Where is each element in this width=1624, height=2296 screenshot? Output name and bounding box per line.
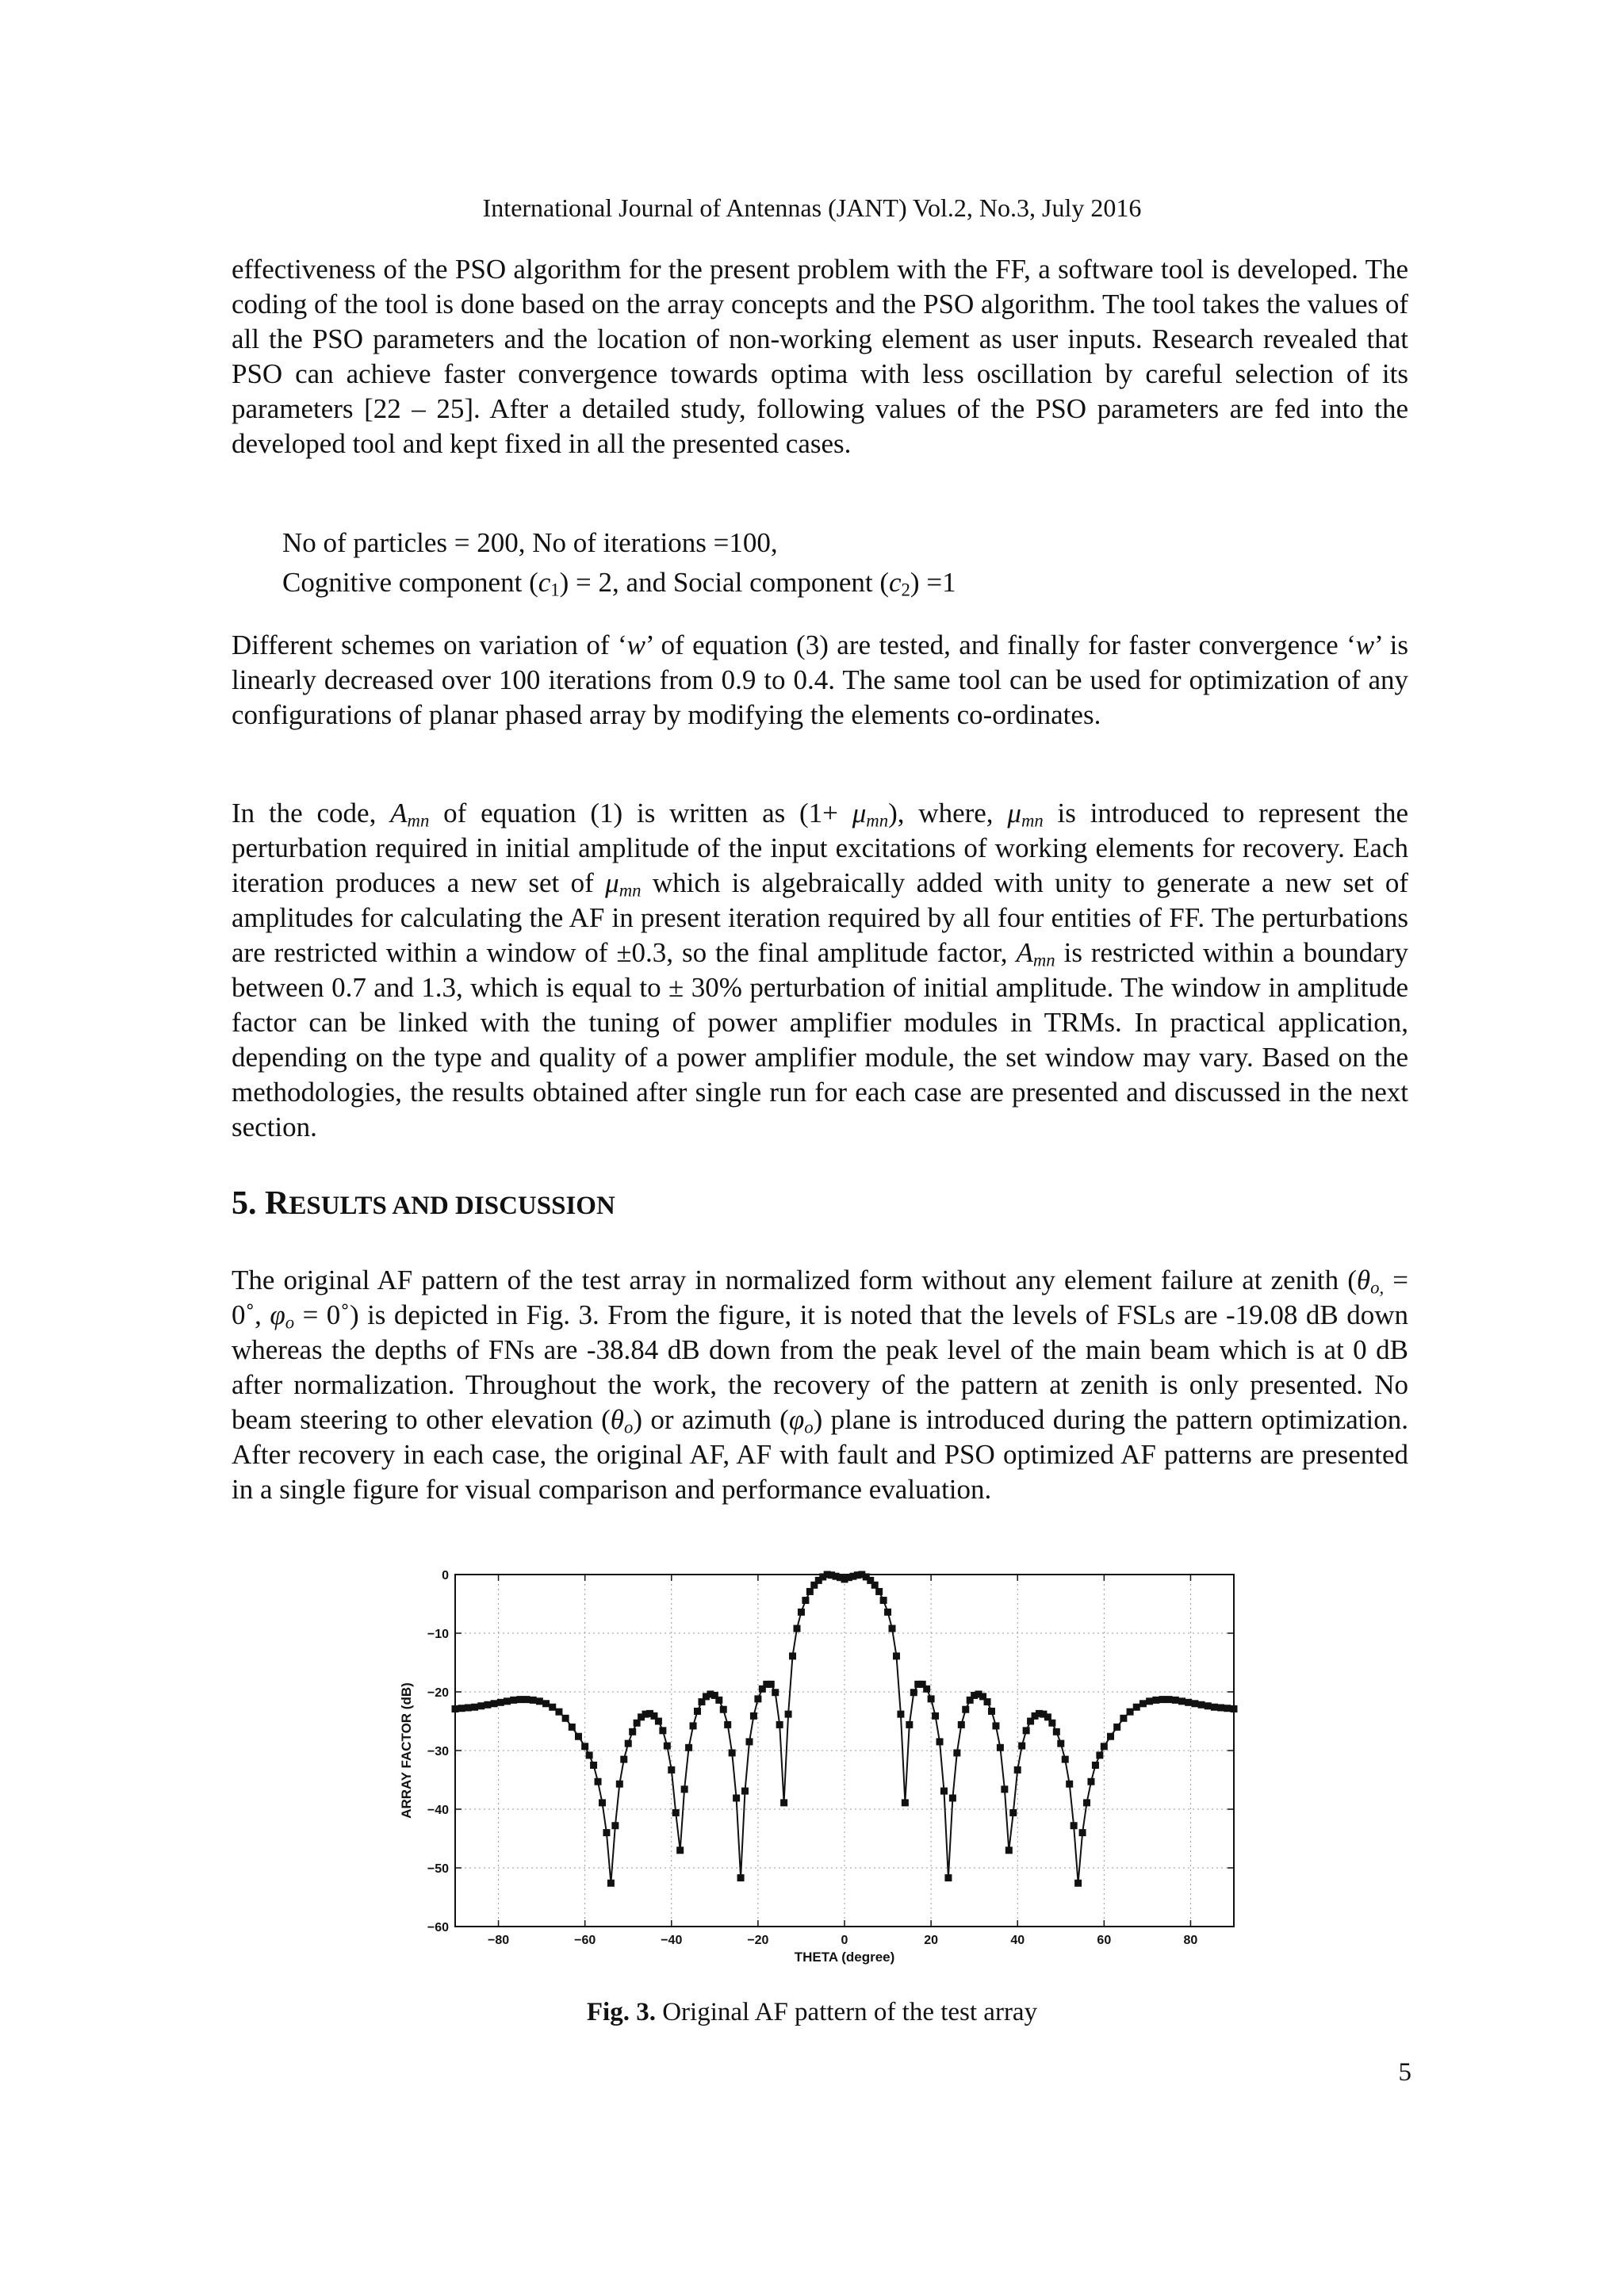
data-point-marker xyxy=(1166,1696,1173,1703)
data-point-marker xyxy=(616,1781,623,1788)
data-point-marker xyxy=(549,1704,556,1711)
data-point-marker xyxy=(768,1681,775,1688)
section-heading: 5. RESULTS AND DISCUSSION xyxy=(232,1185,615,1222)
data-point-marker xyxy=(750,1712,757,1720)
data-point-marker xyxy=(1053,1728,1060,1735)
data-point-marker xyxy=(516,1696,523,1703)
data-point-marker xyxy=(555,1709,562,1716)
data-point-marker xyxy=(1191,1700,1198,1707)
data-point-marker xyxy=(923,1686,930,1693)
data-point-marker xyxy=(581,1743,588,1750)
data-point-marker xyxy=(871,1582,879,1589)
x-tick-label: 60 xyxy=(1097,1934,1112,1947)
data-point-marker xyxy=(910,1689,917,1696)
data-point-marker xyxy=(629,1728,636,1735)
y-axis-label: ARRAY FACTOR (dB) xyxy=(399,1682,414,1819)
data-point-marker xyxy=(772,1689,779,1696)
y-tick-label: 0 xyxy=(442,1569,449,1582)
data-point-marker xyxy=(655,1718,662,1725)
data-point-marker xyxy=(741,1788,749,1795)
paragraph-results: The original AF pattern of the test array in normalized form without any element failure at zenith ($\theta_{o,}$ = 0˚, $\varphi_o$ = 0˚) is depicted in Fig. 3. From the figure, it is noted that the levels of FSLs are -19.08 dB down whereas the depths of FNs are -38.84 dB down from the peak level of the main beam which is at 0 dB after normalization. Throughout the work, the recovery of the pattern at zenith is only presented. No beam steering to other elevation $(\theta_o)$ or azimuth $(\varphi_o)$ plane is introduced during the pattern optimization. After recovery in each case, the original AF, AF with fault and PSO optimized AF patterns are presented in a single figure for visual comparison and performance evaluation. xyxy=(232,1265,1408,1505)
data-point-marker xyxy=(1079,1829,1086,1836)
figure-caption: Fig. 3. Original AF pattern of the test array xyxy=(586,1998,1038,2026)
y-tick-label: −30 xyxy=(427,1745,449,1758)
data-point-marker xyxy=(575,1733,582,1740)
y-tick-label: −40 xyxy=(427,1804,449,1817)
data-point-marker xyxy=(806,1588,814,1595)
paragraph-amplitude-perturbation: In the code, $A_{mn}$ of equation (1) is written as $(1+ \mu_{mn})$, where, $\mu_{mn}$ is introduced to represent the perturbation required in initial amplitude of the input excitations of working elements for recovery. Each iteration produces a new set of $\mu_{mn}$ which is algebraically added with unity to generate a new set of amplitudes for calculating the AF in present iteration required by all four entities of FF. The perturbations are restricted within a window of ±0.3, so the final amplitude factor, $A_{mn}$ is restricted within a boundary between 0.7 and 1.3, which is equal to ± 30% perturbation of initial amplitude. The window in amplitude factor can be linked with the tuning of power amplifier modules in TRMs. In practical application, depending on the type and quality of a power amplifier module, the set window may vary. Based on the methodologies, the results obtained after single run for each case are presented and discussed in the next section. xyxy=(232,798,1408,1142)
data-point-marker xyxy=(902,1799,909,1806)
data-point-marker xyxy=(802,1597,809,1604)
y-tick-label: −50 xyxy=(427,1862,449,1876)
data-point-marker xyxy=(611,1822,619,1829)
data-point-marker xyxy=(504,1697,511,1705)
data-point-marker xyxy=(1113,1724,1120,1731)
data-point-marker xyxy=(880,1597,887,1604)
data-point-marker xyxy=(530,1697,537,1704)
chart-ticks xyxy=(427,1569,1234,1947)
data-point-marker xyxy=(510,1697,517,1704)
data-point-marker xyxy=(733,1794,740,1801)
data-point-marker xyxy=(1185,1699,1192,1706)
data-point-marker xyxy=(681,1785,688,1793)
x-axis-label: THETA (degree) xyxy=(794,1950,895,1965)
data-point-marker xyxy=(1178,1697,1185,1705)
data-point-marker xyxy=(659,1727,666,1734)
y-tick-label: −10 xyxy=(427,1628,449,1641)
journal-header: International Journal of Antennas (JANT) Vol.2, No.3, July 2016 xyxy=(482,193,1142,222)
data-point-marker xyxy=(936,1738,944,1745)
data-point-marker xyxy=(1133,1704,1140,1711)
data-point-marker xyxy=(690,1722,697,1729)
data-point-marker xyxy=(992,1722,999,1729)
data-point-marker xyxy=(988,1708,995,1715)
data-point-marker xyxy=(984,1698,991,1705)
data-point-marker xyxy=(1018,1743,1025,1750)
data-point-marker xyxy=(1005,1846,1013,1854)
data-point-marker xyxy=(1107,1733,1114,1740)
data-point-marker xyxy=(590,1762,597,1769)
data-point-marker xyxy=(754,1695,761,1702)
data-point-marker xyxy=(875,1588,883,1595)
data-point-marker xyxy=(1092,1762,1099,1769)
x-tick-label: 80 xyxy=(1183,1934,1198,1947)
data-point-marker xyxy=(1146,1697,1153,1705)
data-point-marker xyxy=(1198,1701,1205,1709)
data-point-marker xyxy=(1172,1697,1179,1704)
data-point-marker xyxy=(1071,1822,1078,1829)
data-point-marker xyxy=(599,1799,606,1806)
data-point-marker xyxy=(944,1874,952,1881)
data-point-marker xyxy=(780,1799,787,1806)
data-point-marker xyxy=(569,1724,576,1731)
data-point-marker xyxy=(1205,1702,1212,1709)
data-point-marker xyxy=(586,1751,593,1758)
data-point-marker xyxy=(776,1721,783,1728)
chart-grid xyxy=(455,1575,1234,1927)
data-point-marker xyxy=(1217,1704,1224,1711)
data-point-marker xyxy=(785,1711,792,1718)
data-point-marker xyxy=(497,1699,504,1706)
data-point-marker xyxy=(724,1721,731,1728)
data-point-marker xyxy=(1001,1785,1008,1793)
x-tick-label: −20 xyxy=(747,1934,769,1947)
data-point-marker xyxy=(1048,1720,1055,1727)
data-point-marker xyxy=(1101,1743,1108,1750)
data-point-marker xyxy=(1074,1880,1082,1887)
data-point-marker xyxy=(793,1625,800,1632)
data-point-marker xyxy=(523,1696,530,1703)
data-point-marker xyxy=(729,1749,736,1756)
data-point-marker xyxy=(672,1809,680,1816)
data-point-marker xyxy=(949,1794,956,1801)
params-line-2: Cognitive component $(c_1) = 2$, and Social component $(c_2) =1$ xyxy=(282,567,956,600)
data-point-marker xyxy=(928,1695,935,1702)
data-point-marker xyxy=(1096,1751,1103,1758)
data-point-marker xyxy=(1057,1740,1064,1747)
data-point-marker xyxy=(477,1702,485,1709)
data-point-marker xyxy=(536,1697,543,1705)
data-point-marker xyxy=(1224,1705,1231,1712)
data-point-marker xyxy=(458,1705,465,1712)
data-point-marker xyxy=(962,1706,969,1713)
data-point-marker xyxy=(884,1609,891,1616)
x-tick-label: −60 xyxy=(574,1934,596,1947)
data-point-marker xyxy=(906,1721,913,1728)
page-number: 5 xyxy=(1398,2058,1411,2087)
y-tick-label: −60 xyxy=(427,1921,449,1934)
paragraph-pso-tool: effectiveness of the PSO algorithm for the present problem with the FF, a software tool is developed. The coding of the tool is done based on the array concepts and the PSO algorithm. The tool takes the values of all the PSO parameters and the location of non-working element as user inputs. Research revealed that PSO can achieve faster convergence towards optima with less oscillation by careful selection of its parameters [22 – 25]. After a detailed study, following values of the PSO parameters are fed into the developed tool and kept fixed in all the presented cases. xyxy=(232,254,1408,459)
paragraph-inertia-weight: Different schemes on variation of ‘w’ of equation (3) are tested, and finally for faster convergence ‘w’ is linearly decreased over 100 iterations from 0.9 to 0.4. The same tool can be used for optimization of any configurations of planar phased array by modifying the elements co-ordinates. xyxy=(232,629,1409,730)
data-point-marker xyxy=(471,1704,478,1711)
data-point-marker xyxy=(1087,1778,1094,1785)
data-point-marker xyxy=(1211,1704,1218,1711)
data-point-marker xyxy=(997,1744,1004,1751)
data-point-marker xyxy=(542,1700,550,1707)
data-point-marker xyxy=(1014,1766,1021,1774)
data-point-marker xyxy=(625,1740,632,1747)
data-point-marker xyxy=(953,1749,960,1756)
pso-parameters xyxy=(282,523,956,603)
data-point-marker xyxy=(789,1652,796,1659)
data-point-marker xyxy=(668,1766,675,1774)
data-point-marker xyxy=(958,1721,965,1728)
data-point-marker xyxy=(1152,1697,1159,1704)
data-point-marker xyxy=(465,1704,472,1711)
x-tick-label: 0 xyxy=(841,1934,848,1947)
data-point-marker xyxy=(1062,1756,1069,1763)
data-point-marker xyxy=(620,1756,627,1763)
x-tick-label: 20 xyxy=(924,1934,939,1947)
data-point-marker xyxy=(491,1700,498,1707)
data-point-marker xyxy=(897,1711,904,1718)
data-point-marker xyxy=(484,1701,491,1709)
data-point-marker xyxy=(1120,1715,1127,1722)
data-point-marker xyxy=(694,1708,701,1715)
data-point-marker xyxy=(737,1874,745,1881)
data-point-marker xyxy=(603,1829,610,1836)
data-point-marker xyxy=(745,1738,753,1745)
data-point-marker xyxy=(1159,1696,1166,1703)
data-point-marker xyxy=(1023,1727,1030,1734)
data-point-marker xyxy=(940,1788,948,1795)
data-point-marker xyxy=(676,1846,684,1854)
data-point-marker xyxy=(685,1744,692,1751)
params-line-1: No of particles = 200, No of iterations =100, xyxy=(282,527,778,558)
data-point-marker xyxy=(1009,1809,1017,1816)
data-point-marker xyxy=(715,1697,722,1704)
data-point-marker xyxy=(893,1652,900,1659)
x-tick-label: −40 xyxy=(661,1934,683,1947)
x-tick-label: 40 xyxy=(1010,1934,1025,1947)
data-point-marker xyxy=(1139,1700,1147,1707)
x-tick-label: −80 xyxy=(487,1934,510,1947)
data-point-marker xyxy=(607,1880,615,1887)
data-point-marker xyxy=(595,1778,602,1785)
y-tick-label: −20 xyxy=(427,1686,449,1700)
data-point-marker xyxy=(798,1609,805,1616)
data-point-marker xyxy=(932,1712,939,1720)
data-point-marker xyxy=(562,1715,569,1722)
data-point-marker xyxy=(720,1706,727,1713)
data-point-marker xyxy=(889,1625,896,1632)
data-point-marker xyxy=(664,1743,671,1750)
data-point-marker xyxy=(1066,1781,1073,1788)
data-point-marker xyxy=(1083,1799,1090,1806)
data-point-marker xyxy=(1127,1709,1134,1716)
array-factor-chart xyxy=(393,1560,1250,1973)
